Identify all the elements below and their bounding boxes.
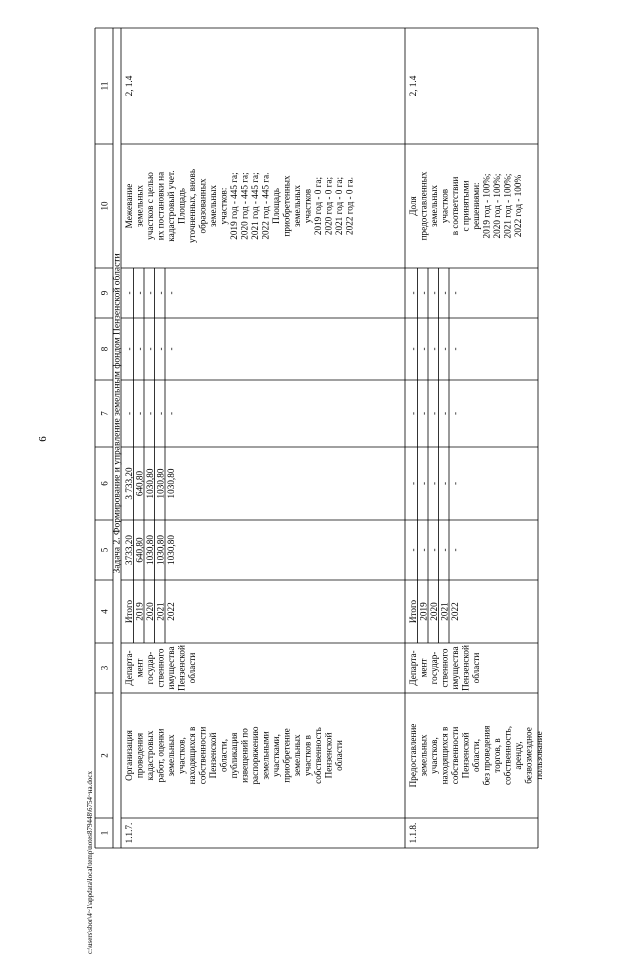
measure-name-line: собственности bbox=[450, 726, 460, 785]
measure-name-line: извещений по bbox=[239, 728, 250, 783]
result-indicator-line: Доля bbox=[408, 196, 418, 216]
amount-cell: - bbox=[134, 291, 145, 295]
measure-name-line: участков, bbox=[429, 737, 439, 774]
measure-name-line: находящихся в bbox=[187, 726, 197, 785]
executor-line: ственного bbox=[155, 648, 166, 688]
measure-name-line: распоряжению bbox=[250, 726, 260, 785]
row-number: 1.1.8. bbox=[408, 822, 418, 844]
year-cell: 2022 bbox=[166, 602, 176, 621]
result-indicator-line: 2019 год - 445 га; bbox=[229, 172, 239, 240]
measure-name-line: области, bbox=[471, 738, 481, 773]
measure-name-line: Пензенской bbox=[208, 732, 218, 779]
measure-name-line: собственности bbox=[197, 726, 208, 785]
measure-name-line: без проведения bbox=[481, 725, 492, 786]
result-indicator-line: участков: bbox=[218, 187, 229, 225]
amount-cell: - bbox=[166, 347, 176, 351]
measure-name-line: пользование bbox=[534, 731, 544, 780]
amount-cell: - bbox=[124, 291, 134, 295]
result-indicator-line: решениями: bbox=[471, 182, 481, 230]
result-indicator-line: земельных bbox=[292, 184, 302, 228]
amount-cell: 640,80 bbox=[134, 470, 145, 497]
amount-cell: - bbox=[408, 548, 418, 552]
measure-name-line: аренду, bbox=[513, 741, 523, 770]
executor-line: Пензенской bbox=[176, 645, 187, 691]
executor-line: государ- bbox=[429, 651, 439, 685]
column-header-number: 5 bbox=[99, 547, 110, 553]
row-number: 1.1.7. bbox=[124, 822, 134, 844]
amount-cell: 1030,80 bbox=[155, 535, 166, 565]
column-header-number: 7 bbox=[99, 411, 110, 416]
amount-cell: - bbox=[418, 411, 429, 416]
measure-name-line: земельных bbox=[166, 734, 176, 777]
year-cell: Итого bbox=[408, 599, 418, 624]
amount-cell: - bbox=[429, 347, 439, 351]
target-indicator-ref: 2, 1.4 bbox=[408, 75, 418, 97]
result-indicator-line: приобретенных bbox=[281, 175, 292, 237]
result-indicator-line: предоставленных bbox=[418, 171, 429, 241]
executor-line: государ- bbox=[145, 651, 155, 685]
amount-cell: - bbox=[450, 411, 460, 416]
amount-cell: 3733,20 bbox=[124, 535, 134, 565]
amount-cell: - bbox=[439, 291, 450, 295]
result-indicator-line: Межевание bbox=[124, 183, 134, 229]
executor-line: имущества bbox=[450, 646, 460, 690]
amount-cell: - bbox=[429, 411, 439, 416]
result-indicator-line: 2020 год - 100%; bbox=[492, 173, 502, 239]
amount-cell: - bbox=[450, 548, 460, 552]
executor-line: мент bbox=[418, 658, 429, 678]
target-indicator-ref: 2, 1.4 bbox=[124, 75, 134, 97]
year-cell: 2019 bbox=[418, 602, 429, 621]
amount-cell: - bbox=[439, 347, 450, 351]
result-indicator-line: земельных bbox=[208, 184, 218, 228]
measure-name-line: собственность, bbox=[502, 725, 513, 786]
amount-cell: - bbox=[145, 291, 155, 295]
result-indicator-line: 2022 год - 100% bbox=[513, 174, 523, 238]
amount-cell: - bbox=[408, 481, 418, 486]
column-header-number: 3 bbox=[99, 665, 110, 671]
measure-name-line: безвозмездное bbox=[523, 727, 534, 784]
column-header-number: 8 bbox=[99, 346, 110, 352]
measure-name-line: Пензенской bbox=[460, 732, 471, 779]
column-header-number: 6 bbox=[99, 481, 110, 486]
amount-cell: - bbox=[145, 411, 155, 416]
result-indicator-line: 2021 год - 445 га; bbox=[250, 172, 260, 240]
result-indicator-line: 2022 год - 0 га. bbox=[344, 177, 355, 235]
measure-name-line: земельных bbox=[292, 734, 302, 777]
column-header-number: 1 bbox=[99, 830, 110, 836]
amount-cell: 1030,80 bbox=[145, 535, 155, 565]
amount-cell: - bbox=[439, 548, 450, 552]
column-header-number: 2 bbox=[99, 753, 110, 758]
measure-name-line: Предоставление bbox=[408, 723, 418, 788]
result-indicator-line: 2021 год - 100%; bbox=[502, 173, 513, 239]
column-header-number: 10 bbox=[99, 201, 110, 211]
result-indicator-line: участков bbox=[439, 188, 450, 224]
amount-cell: - bbox=[166, 291, 176, 295]
amount-cell: - bbox=[429, 548, 439, 552]
amount-cell: - bbox=[439, 481, 450, 486]
amount-cell: - bbox=[134, 347, 145, 351]
column-header-number: 11 bbox=[99, 81, 110, 91]
result-indicator-line: их постановки на bbox=[155, 171, 166, 241]
amount-cell: - bbox=[429, 291, 439, 295]
measure-name-line: земельными bbox=[260, 731, 271, 780]
task-title: Задача 2. Формирование и управление земельным фондом Пензенской области bbox=[112, 253, 123, 574]
executor-line: области bbox=[187, 652, 197, 684]
amount-cell: 1030,80 bbox=[166, 468, 176, 499]
year-cell: 2022 bbox=[450, 602, 460, 621]
measure-name-line: Пензенской bbox=[323, 732, 334, 779]
amount-cell: - bbox=[155, 291, 166, 295]
result-indicator-line: участков с целью bbox=[145, 172, 155, 240]
year-cell: 2020 bbox=[429, 602, 439, 621]
amount-cell: 1030,80 bbox=[155, 468, 166, 499]
result-indicator-line: с принятыми bbox=[460, 180, 471, 232]
amount-cell: - bbox=[145, 347, 155, 351]
result-indicator-line: 2021 год - 0 га; bbox=[334, 176, 344, 236]
amount-cell: - bbox=[418, 347, 429, 351]
measure-name-line: находящихся в bbox=[439, 726, 450, 785]
result-indicator-line: в соответствии bbox=[450, 176, 460, 236]
amount-cell: - bbox=[166, 411, 176, 416]
executor-line: Пензенской bbox=[460, 645, 471, 691]
executor-line: Департа- bbox=[408, 650, 418, 686]
measure-name-line: области bbox=[334, 740, 344, 771]
amount-cell: - bbox=[429, 481, 439, 486]
measure-name-line: собственность bbox=[313, 727, 323, 784]
amount-cell: 1030,80 bbox=[166, 535, 176, 565]
column-header-number: 9 bbox=[99, 290, 110, 296]
measure-name-line: участками, bbox=[271, 734, 281, 777]
executor-line: области bbox=[471, 652, 481, 684]
amount-cell: - bbox=[124, 347, 134, 351]
amount-cell: - bbox=[418, 291, 429, 295]
amount-cell: - bbox=[439, 411, 450, 416]
amount-cell: 3 733,20 bbox=[124, 467, 134, 500]
year-cell: 2020 bbox=[145, 602, 155, 621]
year-cell: Итого bbox=[124, 599, 134, 624]
measure-name-line: публикация bbox=[229, 732, 239, 779]
amount-cell: - bbox=[450, 291, 460, 295]
amount-cell: - bbox=[408, 347, 418, 351]
column-header-number: 4 bbox=[99, 609, 110, 614]
measure-name-line: Организация bbox=[124, 730, 134, 781]
result-indicator-line: кадастровый учет. bbox=[166, 170, 176, 242]
amount-cell: - bbox=[134, 411, 145, 416]
year-cell: 2019 bbox=[134, 602, 145, 621]
measure-name-line: участков в bbox=[302, 735, 313, 776]
amount-cell: - bbox=[450, 347, 460, 351]
result-indicator-line: 2020 год - 445 га; bbox=[239, 172, 250, 240]
amount-cell: - bbox=[408, 291, 418, 295]
measure-name-line: кадастровых bbox=[145, 730, 155, 781]
result-indicator-line: Площадь bbox=[176, 188, 187, 224]
executor-line: ственного bbox=[439, 648, 450, 688]
measure-name-line: приобретение bbox=[281, 728, 292, 783]
result-indicator-line: земельных bbox=[429, 184, 439, 228]
amount-cell: - bbox=[155, 411, 166, 416]
measure-name-line: работ, оценки bbox=[155, 728, 166, 783]
footer-file-path: c:\users\sbor\4~1\appdata\local\temp\notes879448\6754~на.docx bbox=[86, 771, 94, 954]
measure-name-line: участков, bbox=[176, 737, 187, 774]
result-indicator-line: 2019 год - 100%; bbox=[481, 173, 492, 239]
result-indicator-line: 2022 год - 445 га. bbox=[260, 172, 271, 240]
amount-cell: - bbox=[418, 481, 429, 486]
measure-name-line: земельных bbox=[418, 734, 429, 777]
result-indicator-line: 2020 год - 0 га; bbox=[323, 176, 334, 236]
measure-name-line: торгов, в bbox=[492, 738, 502, 773]
amount-cell: - bbox=[408, 411, 418, 416]
result-indicator-line: участков bbox=[302, 188, 313, 224]
result-indicator-line: 2019 год - 0 га; bbox=[313, 176, 323, 236]
amount-cell: - bbox=[450, 481, 460, 486]
executor-line: Департа- bbox=[124, 650, 134, 686]
measure-name-line: проведения bbox=[134, 732, 145, 779]
year-cell: 2021 bbox=[439, 602, 450, 621]
measure-name-line: области, bbox=[218, 738, 229, 773]
executor-line: мент bbox=[134, 658, 145, 678]
result-indicator-line: уточненных, вновь bbox=[187, 168, 197, 244]
amount-cell: 640,80 bbox=[134, 537, 145, 563]
rotated-table bbox=[95, 28, 544, 848]
amount-cell: - bbox=[124, 411, 134, 416]
result-indicator-line: земельных bbox=[134, 184, 145, 228]
page-number: 6 bbox=[36, 436, 49, 442]
result-indicator-line: образованных bbox=[197, 178, 208, 234]
year-cell: 2021 bbox=[155, 602, 166, 621]
amount-cell: - bbox=[418, 548, 429, 552]
result-indicator-line: Площадь bbox=[271, 188, 281, 224]
amount-cell: 1030,80 bbox=[145, 468, 155, 499]
amount-cell: - bbox=[155, 347, 166, 351]
executor-line: имущества bbox=[166, 646, 176, 690]
